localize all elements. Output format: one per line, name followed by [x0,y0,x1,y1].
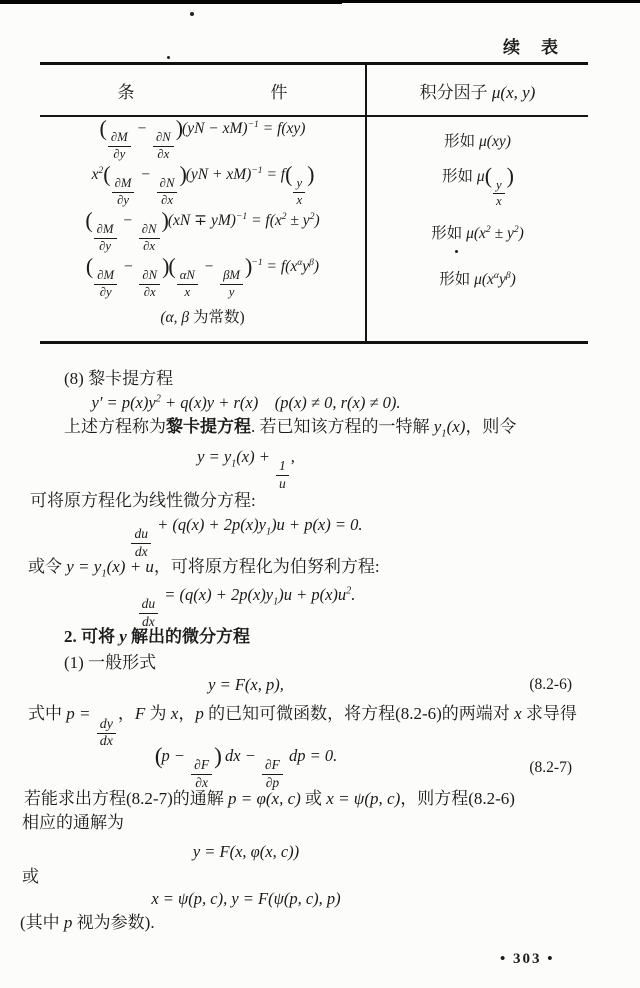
solution-x-equation: x = ψ(p, c), y = F(ψ(p, c), p) [151,889,341,908]
general-solution-paragraph: 若能求出方程(8.2-7)的通解 p = φ(x, c) 或 x = ψ(p, c)，则方程(8.2-6) [24,789,515,808]
scan-artifact-dot [167,56,170,59]
subsection-1-heading: (1) 一般形式 [64,653,157,672]
linear-intro-paragraph: 可将原方程化为线性微分方程: [30,491,256,510]
condition-cell: ( $\frac{\partial M}{\partial y}$ − $\frac{\partial N}{\partial x}$ )(yN − xM)$^{-1}$ = f(xy) [99,115,306,161]
section-8-heading: (8) 黎卡提方程 [64,369,174,388]
solution-continuation-paragraph: 相应的通解为 [22,813,124,832]
bernoulli-equation: $\frac{du}{dx}$ = $(q(x) + 2p(x)y_1)u + p(x)u^2$. [36,585,456,629]
factor-cell: 形如 μ(xy) [366,116,588,163]
derivative-intro-paragraph: 式中 p = $\frac{dy}{dx}$ ，F 为 x，p 的已知可微函数，将方程(8.2-6)的两端对 x 求导得 [28,704,577,750]
factor-cell: 形如 $\mu(x^2 \pm y^2)$ [366,209,588,255]
equation-tag: (8.2-7) [529,758,572,776]
factor-header-cell: 积分因子 μ(x, y) [366,64,588,117]
equation-body: y = F(x, p), [208,675,284,694]
integrating-factor-table [40,62,588,344]
equation-tag: (8.2-6) [529,676,572,693]
solution-y-equation: y = F(x, φ(x, c)) [192,842,300,861]
general-form-equation [36,675,572,695]
table-row [40,209,588,255]
scan-artifact-dot [190,12,194,16]
table-note-row [40,301,588,343]
condition-cell: $x^2$( $\frac{\partial M}{\partial y}$ − $\frac{\partial N}{\partial x}$ )(yN + xM)$^{-1}$ = f( $\frac{y}{x}$ ) [91,161,314,207]
factor-cell: 形如 μ( $\frac{y}{x}$ ) [366,163,588,209]
empty-cell [366,301,588,343]
condition-cell: ( $\frac{\partial M}{\partial y}$ − $\frac{\partial N}{\partial x}$ )$(xN \mp yM)^{-1} = f(x^2 \pm y^2)$ [85,207,320,253]
table-row [40,163,588,209]
table-row [40,255,588,301]
or-text: 或 [22,867,39,886]
riccati-equation: $y' = p(x)y^2 + q(x)y + r(x)$ (p(x) ≠ 0, r(x) ≠ 0). [91,393,401,412]
equation-body: (p − $\frac{\partial F}{\partial x}$ ) dx − $\frac{\partial F}{\partial p}$ dp = 0. [154,743,338,790]
table-header-row [40,64,588,117]
parameter-note: (其中 p 视为参数). [20,913,155,932]
differential-relation-equation [36,743,572,790]
scan-artifact-top-bar-thick [0,0,342,4]
riccati-paragraph: 上述方程称为黎卡提方程. 若已知该方程的一特解 $y_1(x)$，则令 [64,417,517,440]
substitution-equation: $y = y_1(x)$ + $\frac{1}{u}$ , [197,447,295,491]
factor-cell: 形如 $\mu(x^\alpha y^\beta)$ [366,255,588,301]
page-number: • 303 • [500,951,555,967]
condition-header-cell: 条 件 [40,64,366,117]
linear-equation: $\frac{du}{dx}$ + $(q(x) + 2p(x)y_1)u + p(x) = 0$. [36,515,456,559]
condition-cell: ( $\frac{\partial M}{\partial y}$ − $\frac{\partial N}{\partial x}$ )( $\frac{\alpha N}{x}$ − $\frac{\beta M}{y}$ )$^{-1} = f(x^\alpha y^\beta)$ [85,253,320,299]
continued-table-label: 续 表 [503,38,560,57]
section-2-heading: 2. 可将 y 解出的微分方程 [64,627,251,646]
bernoulli-intro-paragraph: 或令 $y = y_1(x) + u$，可将原方程化为伯努利方程: [28,557,380,580]
table-row [40,116,588,163]
table-note: (α, β 为常数) [160,309,245,326]
